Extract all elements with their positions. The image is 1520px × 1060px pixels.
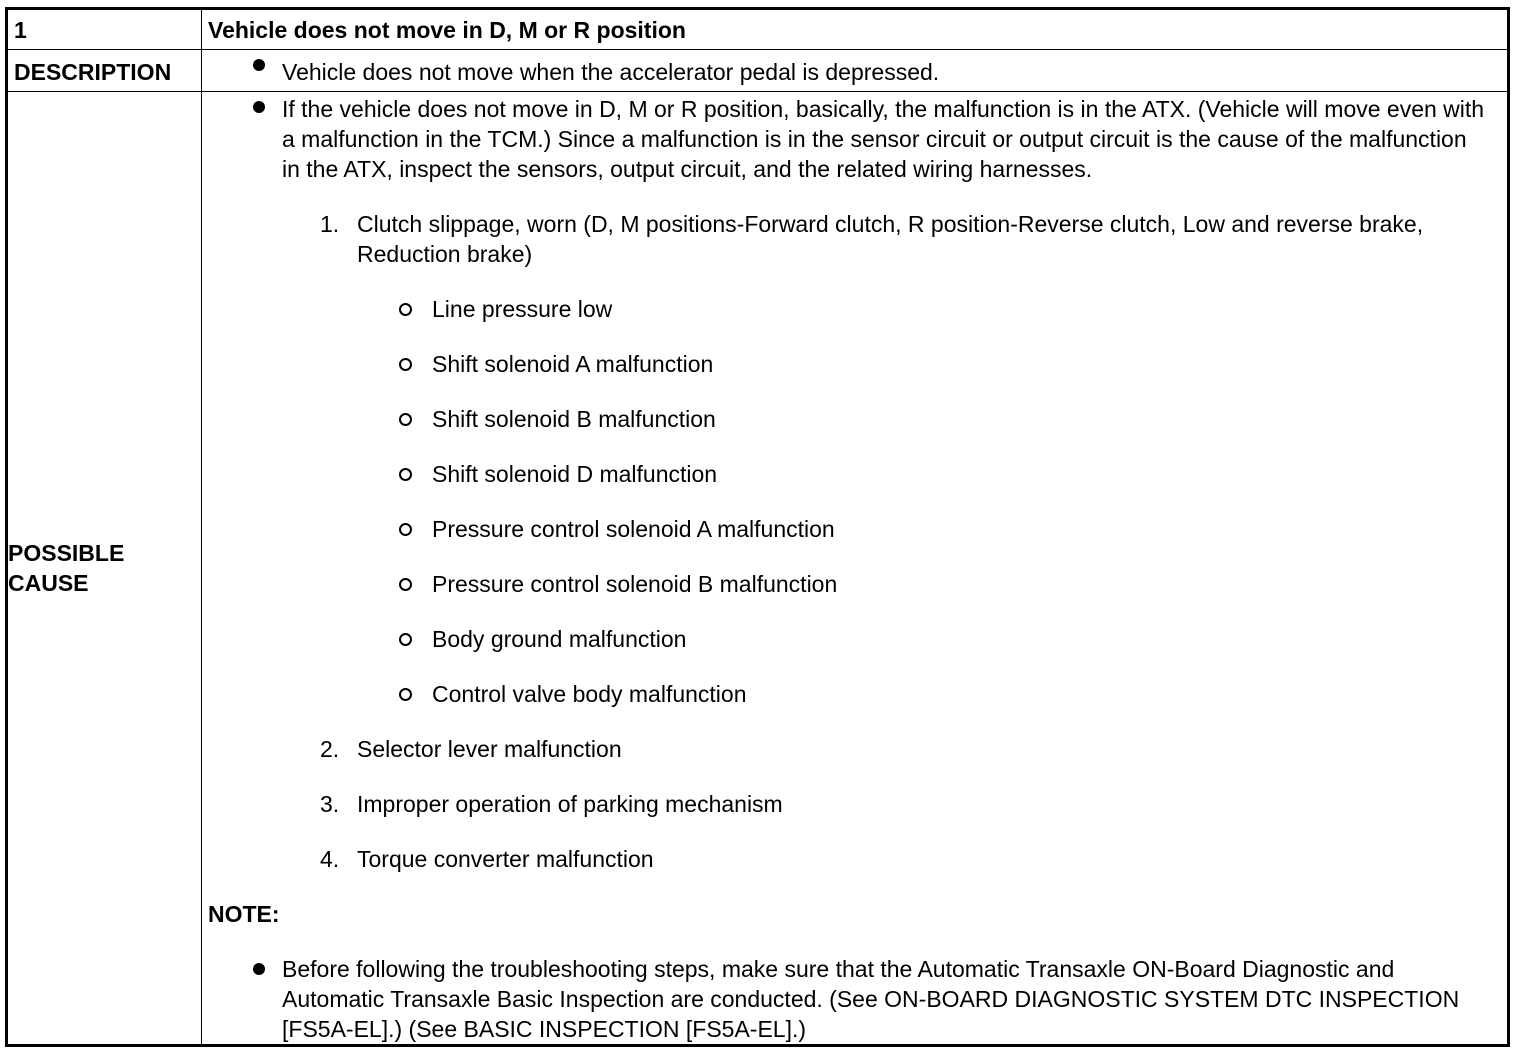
cause-subitem: Shift solenoid A malfunction [202, 349, 1507, 379]
cause-subitem: Pressure control solenoid A malfunction [202, 514, 1507, 544]
step-number: 1 [14, 17, 27, 43]
cause-subitem-list [202, 294, 1507, 709]
possible-cause-label-line2: CAUSE [8, 570, 89, 596]
description-content-cell [202, 50, 1509, 92]
cause-subitem: Shift solenoid B malfunction [202, 404, 1507, 434]
possible-cause-content-cell [202, 92, 1509, 1046]
cause-item-1 [202, 209, 1507, 269]
cause-item-text: Selector lever malfunction [357, 736, 622, 762]
cause-item-number: 1. [320, 211, 340, 237]
possible-cause-label-cell [7, 92, 202, 1046]
cause-subitem: Control valve body malfunction [202, 679, 1507, 709]
step-title-cell [202, 9, 1509, 50]
cause-item-text: Torque converter malfunction [357, 846, 654, 872]
cause-item-3 [202, 789, 1507, 819]
step-title: Vehicle does not move in D, M or R position [208, 17, 686, 43]
note-text: Before following the troubleshooting steps, make sure that the Automatic Transaxle ON-Board Diagnostic and Automatic Transaxle Basic Inspection are conducted. (See ON-BOARD DIAGNOSTIC SYSTEM DTC INSPECTION [FS5A-EL].) (See BASIC INSPECTION [FS5A-EL].) [202, 954, 1507, 1044]
header-row [7, 9, 1509, 50]
description-text: Vehicle does not move when the accelerator pedal is depressed. [202, 50, 1507, 87]
cause-subitem: Body ground malfunction [202, 624, 1507, 654]
cause-intro-text: If the vehicle does not move in D, M or R position, basically, the malfunction is in the ATX. (Vehicle will move even with a malfunction in the TCM.) Since a malfunction is in the sensor circuit or output circuit is the cause of the malfunction in the ATX, inspect the sensors, output circuit, and the related wiring harnesses. [202, 92, 1507, 184]
step-number-cell [7, 9, 202, 50]
cause-item-number: 4. [320, 846, 340, 872]
cause-item-number: 2. [320, 736, 340, 762]
cause-subitem: Pressure control solenoid B malfunction [202, 569, 1507, 599]
note-label: NOTE: [208, 901, 280, 927]
cause-subitem: Shift solenoid D malfunction [202, 459, 1507, 489]
description-row [7, 50, 1509, 92]
cause-item-2 [202, 734, 1507, 764]
cause-item-text: Clutch slippage, worn (D, M positions-Forward clutch, R position-Reverse clutch, Low and reverse brake, Reduction brake) [357, 211, 1424, 267]
cause-item-number: 3. [320, 791, 340, 817]
possible-cause-label-line1: POSSIBLE [8, 540, 125, 566]
description-label-cell [7, 50, 202, 92]
troubleshooting-table [5, 7, 1510, 1047]
possible-cause-row [7, 92, 1509, 1046]
cause-item-text: Improper operation of parking mechanism [357, 791, 783, 817]
cause-item-4 [202, 844, 1507, 874]
description-label: DESCRIPTION [14, 59, 172, 85]
cause-subitem: Line pressure low [202, 294, 1507, 324]
